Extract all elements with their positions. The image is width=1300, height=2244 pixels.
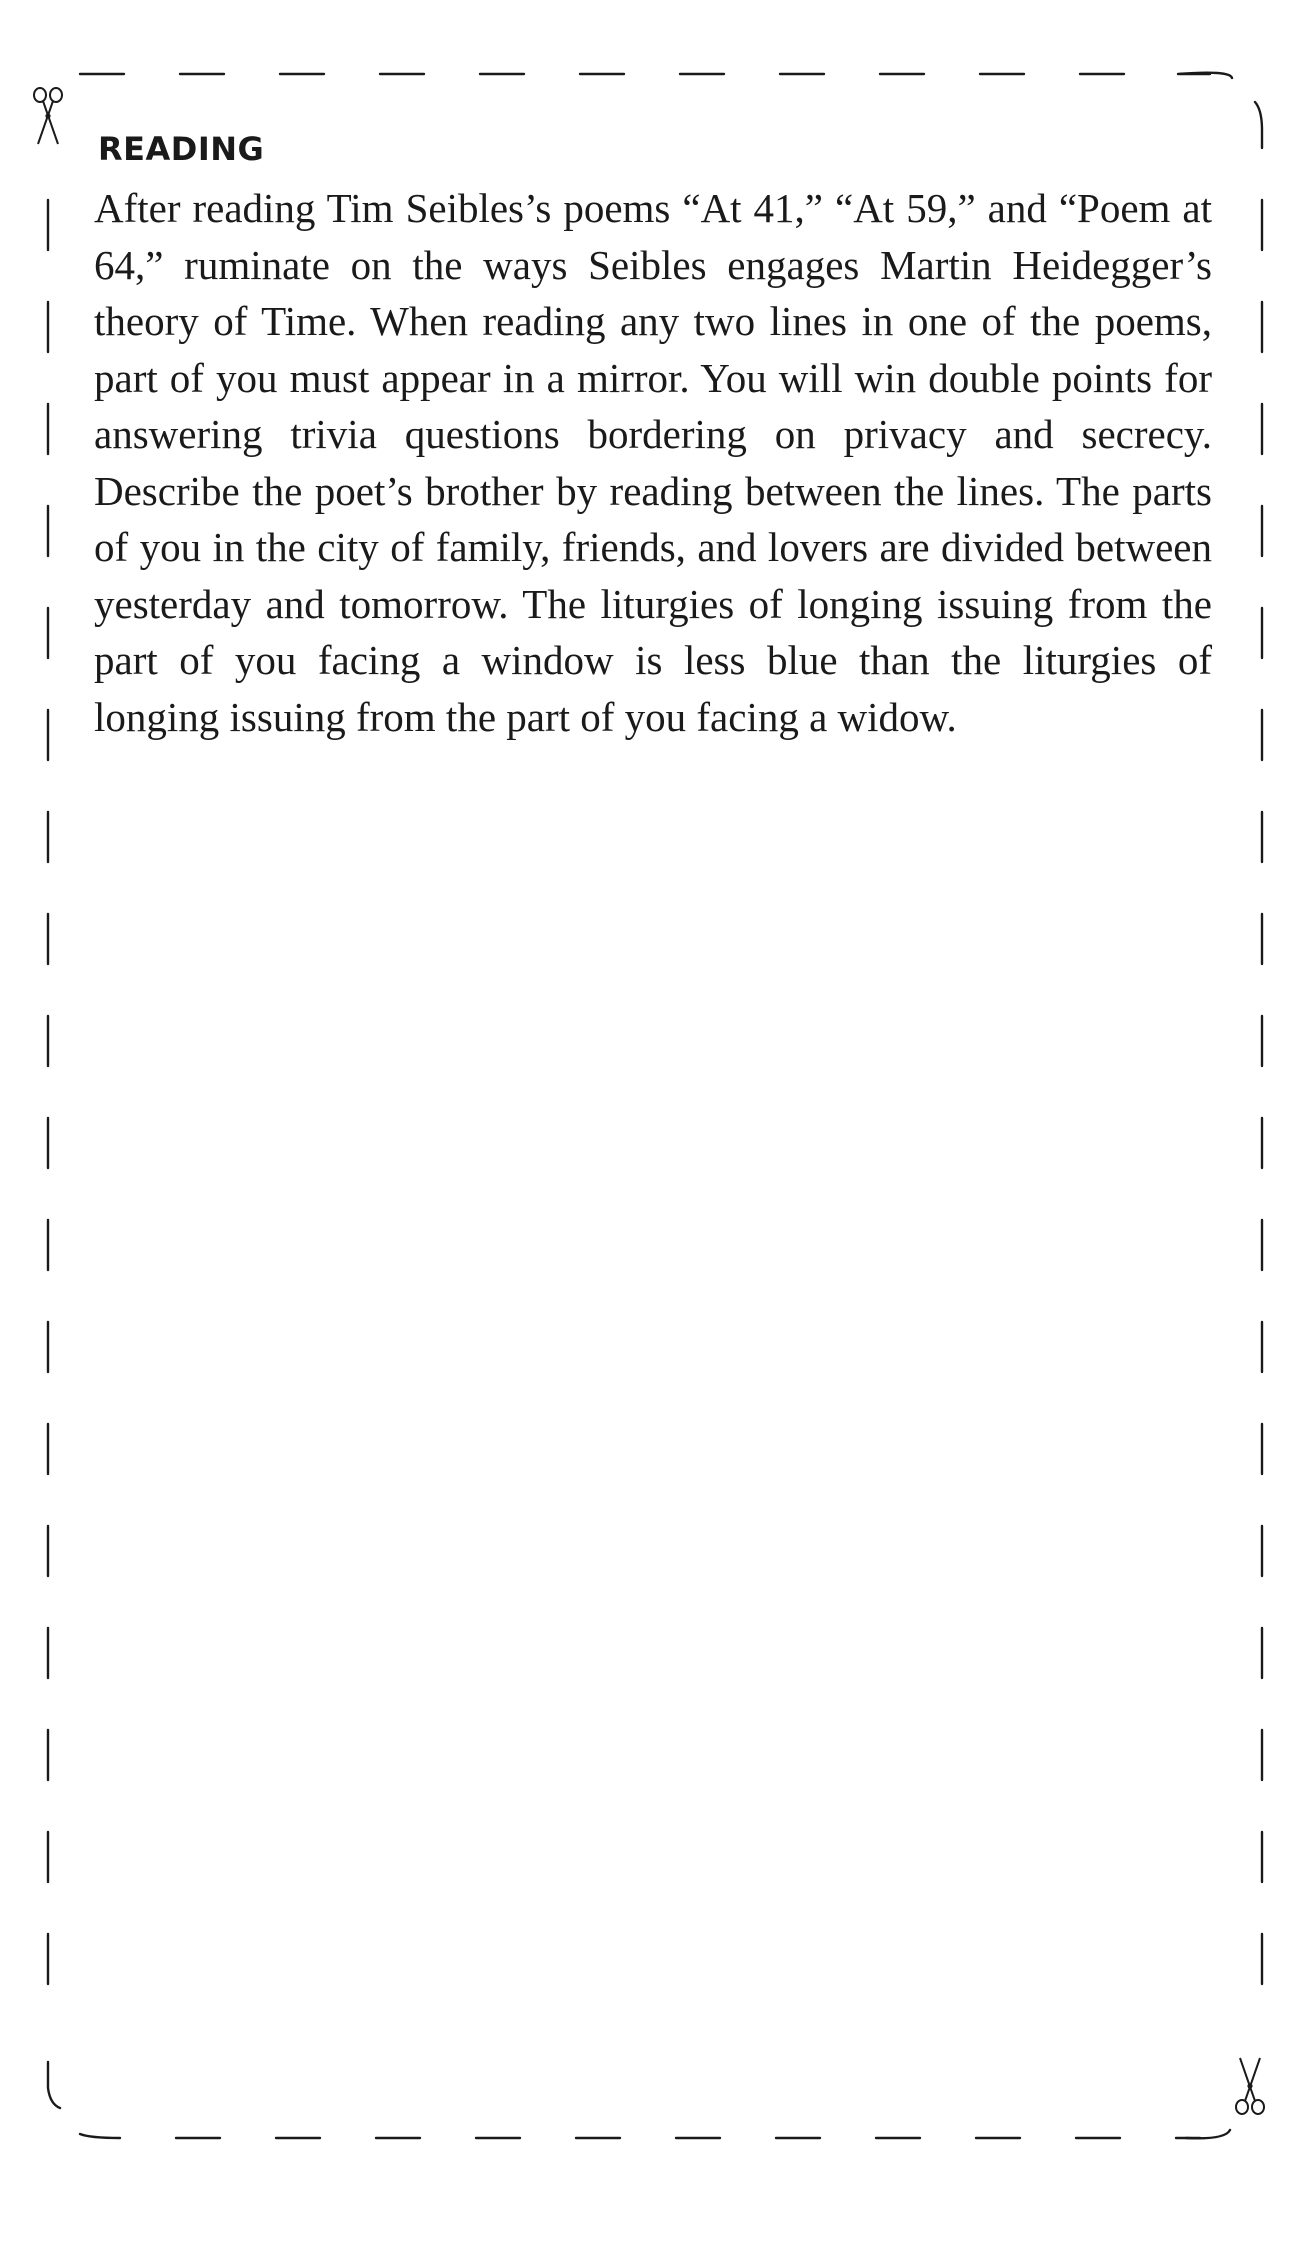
- prompt-paragraph: After reading Tim Seibles’s poems “At 41,” “At 59,” and “Poem at 64,” ruminate on the ways Seibles engages Martin Heidegger’s theory of Time. When reading any two lines in one of the poems, part of you must appear in a mirror. You will win double points for answering trivia questions bordering on privacy and secrecy. Describe the poet’s brother by reading between the lines. The parts of you in the city of family, friends, and lovers are divided between yesterday and tomorrow. The liturgies of longing issuing from the part of you facing a window is less blue than the liturgies of longing issuing from the part of you facing a widow.: [94, 185, 1212, 740]
- scissors-icon: [1230, 2056, 1270, 2116]
- scissors-icon: [28, 86, 68, 146]
- section-heading: READING: [98, 130, 265, 168]
